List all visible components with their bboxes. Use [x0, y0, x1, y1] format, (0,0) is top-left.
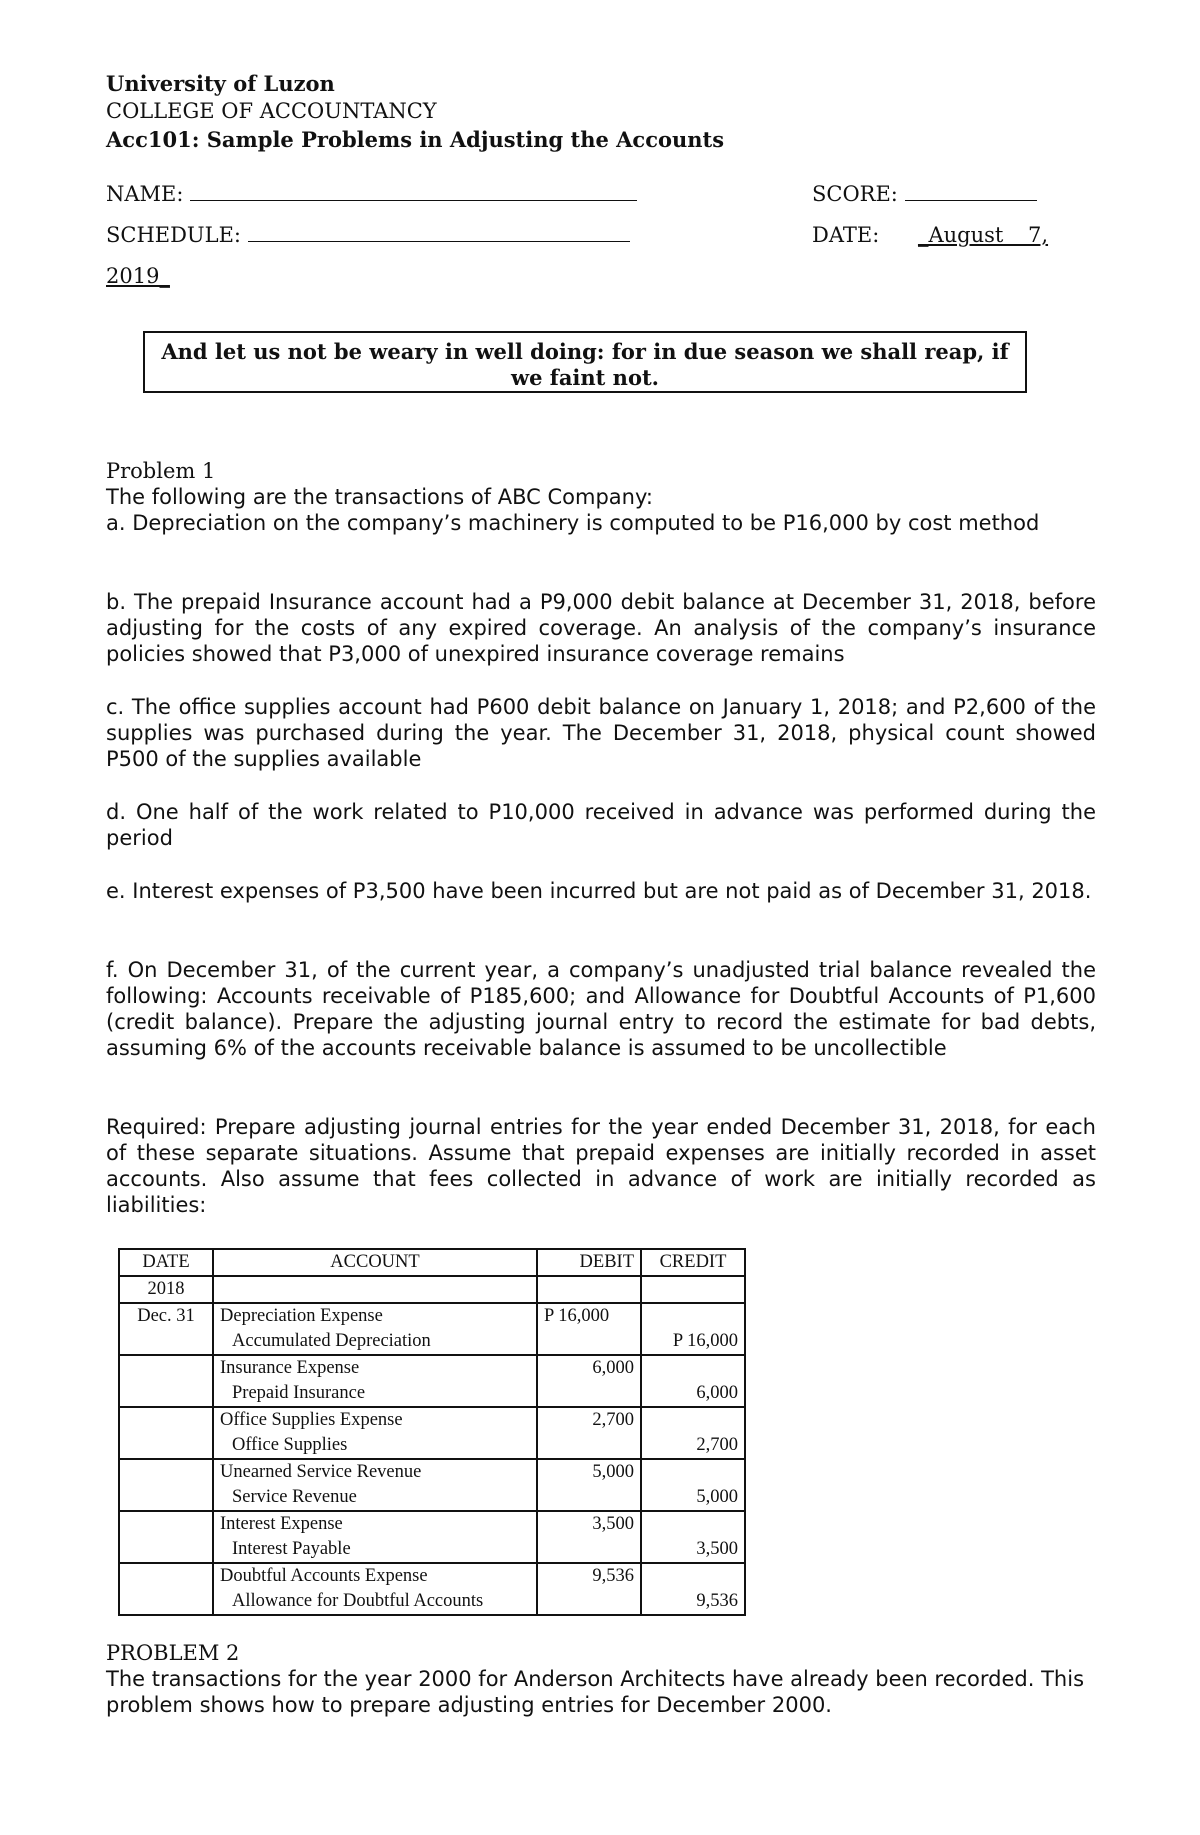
problem1-required: Required: Prepare adjusting journal entries for the year ended December 31, 2018, for each of these separate situations. Assume that prepaid expenses are initially recorded in asset accounts. Also assume that fees collected in advance of work are initially recorded as liabilities: [106, 1115, 1096, 1217]
debit-amount: 5,000 [592, 1462, 634, 1482]
date-field [812, 221, 1078, 249]
credit-account: Allowance for Doubtful Accounts [232, 1591, 484, 1611]
bible-quote-text: And let us not be weary in well doing: for in due season we shall reap, if we faint not. [161, 339, 1009, 390]
problem1-item-b: b. The prepaid Insurance account had a P9,000 debit balance at December 31, 2018, before adjusting for the costs of any expired coverage. An analysis of the company’s insurance policies showed that P3,000 of unexpired insurance coverage remains [106, 590, 1096, 666]
credit-account: Interest Payable [232, 1539, 351, 1559]
university-name: University of Luzon [106, 71, 335, 96]
table-row [119, 1303, 745, 1355]
table-row [119, 1407, 745, 1459]
problem1-item-e: e. Interest expenses of P3,500 have been incurred but are not paid as of December 31, 2018. [106, 879, 1092, 903]
problem1-intro: The following are the transactions of ABC Company: [106, 485, 653, 509]
problem1-item-c: c. The office supplies account had P600 debit balance on January 1, 2018; and P2,600 of the supplies was purchased during the year. The December 31, 2018, physical count showed P500 of the supplies available [106, 695, 1096, 771]
header-date: DATE [119, 1249, 213, 1276]
debit-amount: 2,700 [592, 1410, 634, 1430]
table-row [119, 1511, 745, 1563]
score-blank [905, 180, 1037, 201]
problem1-title: Problem 1 [106, 459, 216, 483]
schedule-field [106, 221, 630, 249]
document-title: Acc101: Sample Problems in Adjusting the Accounts [106, 127, 725, 152]
table-header-row [119, 1249, 745, 1276]
debit-account: Doubtful Accounts Expense [220, 1566, 428, 1586]
credit-account: Service Revenue [232, 1487, 357, 1507]
credit-amount: P 16,000 [672, 1331, 738, 1351]
problem1-item-d: d. One half of the work related to P10,000 received in advance was performed during the period [106, 800, 1096, 850]
bible-quote-box [143, 331, 1027, 393]
name-label: NAME: [106, 182, 184, 206]
schedule-blank [248, 221, 630, 242]
problem1-item-a: a. Depreciation on the company’s machinery is computed to be P16,000 by cost method [106, 511, 1040, 535]
name-field [106, 180, 637, 208]
credit-amount: 6,000 [696, 1383, 738, 1403]
credit-account: Accumulated Depreciation [232, 1331, 431, 1351]
problem1-item-f: f. On December 31, of the current year, a company’s unadjusted trial balance revealed the following: Accounts receivable of P185,600; and Allowance for Doubtful Accounts of P1,600 (credit balance). Prepare the adjusting journal entry to record the estimate for bad debts, assuming 6% of the accounts receivable balance is assumed to be uncollectible [106, 958, 1096, 1060]
table-row [119, 1459, 745, 1511]
debit-amount: P 16,000 [544, 1306, 610, 1326]
credit-account: Prepaid Insurance [232, 1383, 366, 1403]
date-label: DATE: [812, 223, 880, 247]
college-name: COLLEGE OF ACCOUNTANCY [106, 99, 437, 123]
credit-amount: 2,700 [696, 1435, 738, 1455]
header-credit: CREDIT [641, 1249, 745, 1276]
table-row-year [119, 1276, 745, 1303]
debit-amount: 3,500 [592, 1514, 634, 1534]
credit-amount: 9,536 [696, 1591, 738, 1611]
score-label: SCORE: [812, 182, 898, 206]
header-account: ACCOUNT [213, 1249, 537, 1276]
credit-amount: 3,500 [696, 1539, 738, 1559]
credit-account: Office Supplies [232, 1435, 348, 1455]
problem2-text: The transactions for the year 2000 for Anderson Architects have already been recorded. This problem shows how to prepare adjusting entries for December 2000. [106, 1667, 1085, 1717]
date-value-year: 2019_ [106, 264, 170, 288]
debit-account: Depreciation Expense [220, 1306, 383, 1326]
year-cell: 2018 [119, 1276, 213, 1303]
debit-account: Office Supplies Expense [220, 1410, 403, 1430]
table-row [119, 1355, 745, 1407]
date-cell: Dec. 31 [119, 1303, 213, 1355]
score-field [812, 180, 1037, 208]
debit-account: Interest Expense [220, 1514, 343, 1534]
debit-amount: 9,536 [592, 1566, 634, 1586]
schedule-label: SCHEDULE: [106, 223, 241, 247]
name-blank [190, 180, 637, 201]
problem2-title: PROBLEM 2 [106, 1641, 240, 1665]
header-debit: DEBIT [537, 1249, 641, 1276]
credit-amount: 5,000 [696, 1487, 738, 1507]
date-value: _August 7, [917, 223, 1049, 247]
journal-entry-table [118, 1248, 746, 1616]
debit-account: Unearned Service Revenue [220, 1462, 422, 1482]
table-row [119, 1563, 745, 1615]
debit-amount: 6,000 [592, 1358, 634, 1378]
debit-account: Insurance Expense [220, 1358, 360, 1378]
